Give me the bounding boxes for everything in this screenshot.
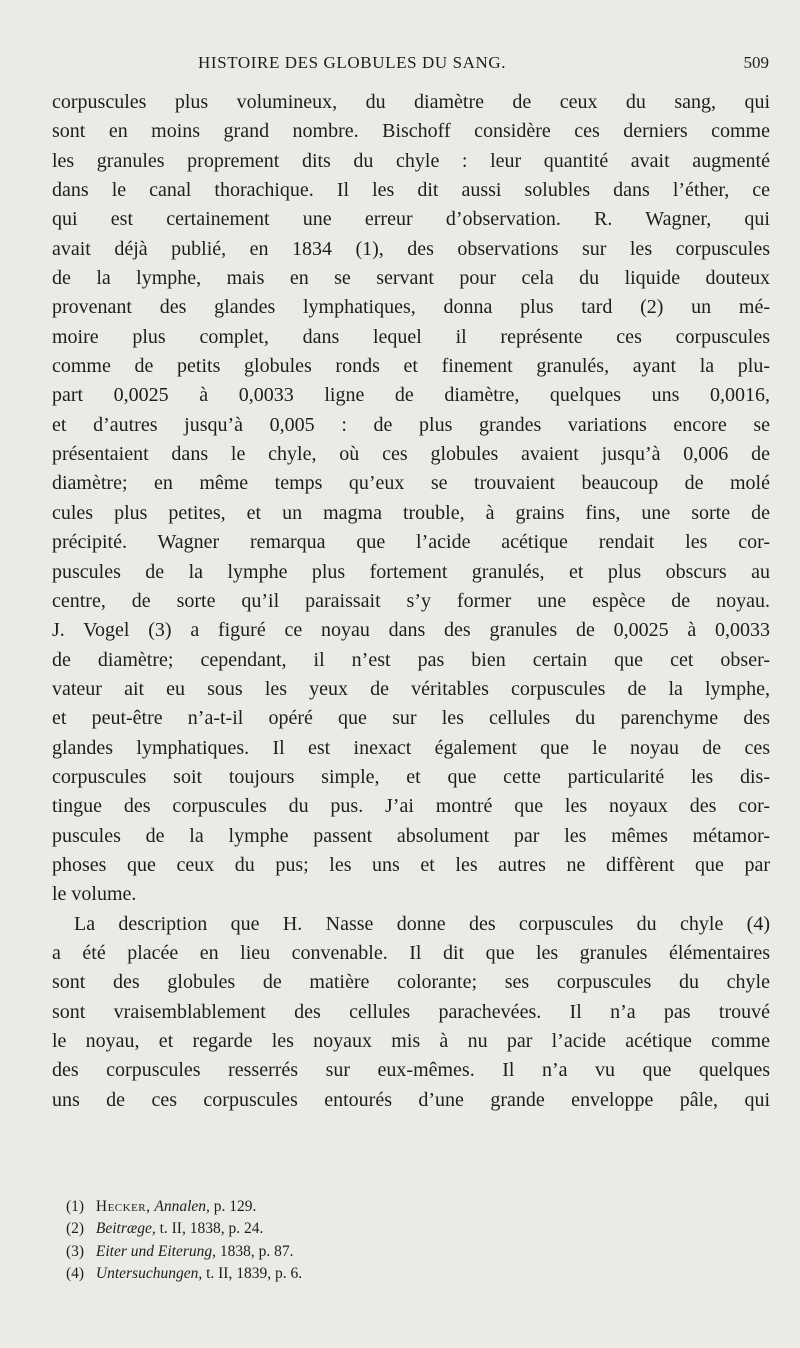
- text-line: dans le canal thorachique. Il les dit aussi solubles dans l’éther, ce: [52, 179, 770, 202]
- text-line: glandes lymphatiques. Il est inexact également que le noyau de ces: [52, 736, 770, 759]
- footnote-reference: 1838, p. 87.: [219, 1242, 294, 1260]
- page-number: 509: [743, 53, 769, 72]
- text-line: et peut-être n’a-t-il opéré que sur les cellules du parenchyme des: [52, 707, 770, 730]
- running-head: [198, 53, 769, 77]
- text-line: centre, de sorte qu’il paraissait s’y former une espèce de noyau.: [52, 589, 770, 612]
- footnote: [66, 1263, 666, 1285]
- footnote-reference: p. 129.: [213, 1198, 257, 1215]
- footnote-author: Hecker,: [95, 1198, 151, 1215]
- text-line: sont vraisemblablement des cellules parachevées. Il n’a pas trouvé: [52, 1000, 770, 1023]
- text-line: comme de petits globules ronds et finement granulés, ayant la plu-: [52, 355, 770, 378]
- footnote-mark: (2): [66, 1220, 85, 1238]
- text-line: le noyau, et regarde les noyaux mis à nu par l’acide acétique comme: [52, 1030, 770, 1052]
- footnote-title: Eiter und Eiterung,: [95, 1242, 216, 1260]
- text-line: avait déjà publié, en 1834 (1), des observations sur les corpuscules: [52, 237, 770, 260]
- text-line: corpuscules plus volumineux, du diamètre de ceux du sang, qui: [52, 91, 770, 113]
- text-line: de la lymphe, mais en se servant pour cela du liquide douteux: [52, 267, 770, 290]
- text-line: puscules de la lymphe plus fortement granulés, et plus obscurs au: [52, 560, 770, 583]
- body-text: [52, 88, 770, 1115]
- footnote-mark: (1): [66, 1198, 85, 1215]
- text-line: diamètre; en même temps qu’eux se trouvaient beaucoup de molé: [52, 472, 770, 495]
- text-line: La description que H. Nasse donne des corpuscules du chyle (4): [74, 912, 770, 935]
- footnote: [66, 1218, 666, 1240]
- text-line: et d’autres jusqu’à 0,005 : de plus grandes variations encore se: [52, 413, 770, 436]
- footnote-title: Beitræge,: [95, 1220, 156, 1238]
- footnote-reference: t. II, 1838, p. 24.: [159, 1220, 264, 1238]
- text-line: le volume.: [52, 883, 137, 906]
- text-line: corpuscules soit toujours simple, et que cette particularité les dis-: [52, 765, 770, 788]
- footnote-title: Annalen,: [154, 1198, 210, 1215]
- text-line: sont en moins grand nombre. Bischoff considère ces derniers comme: [52, 120, 770, 143]
- text-line: a été placée en lieu convenable. Il dit que les granules élémentaires: [52, 941, 770, 964]
- footnotes: [66, 1196, 666, 1286]
- text-line: tingue des corpuscules du pus. J’ai montré que les noyaux des cor-: [52, 795, 770, 818]
- text-line: présentaient dans le chyle, où ces globules avaient jusqu’à 0,006 de: [52, 443, 770, 466]
- footnote-reference: t. II, 1839, p. 6.: [206, 1265, 303, 1283]
- footnote: [66, 1196, 666, 1218]
- text-line: moire plus complet, dans lequel il représente ces corpuscules: [52, 325, 770, 348]
- text-line: les granules proprement dits du chyle : leur quantité avait augmenté: [52, 149, 770, 172]
- text-line: J. Vogel (3) a figuré ce noyau dans des granules de 0,0025 à 0,0033: [52, 619, 770, 642]
- text-line: de diamètre; cependant, il n’est pas bien certain que cet obser-: [52, 648, 770, 671]
- text-line: phoses que ceux du pus; les uns et les autres ne diffèrent que par: [52, 853, 770, 876]
- text-line: précipité. Wagner remarqua que l’acide acétique rendait les cor-: [52, 531, 770, 554]
- text-line: puscules de la lymphe passent absolument par les mêmes métamor-: [52, 824, 770, 847]
- text-line: vateur ait eu sous les yeux de véritables corpuscules de la lymphe,: [52, 677, 770, 700]
- text-line: uns de ces corpuscules entourés d’une grande enveloppe pâle, qui: [52, 1088, 770, 1111]
- text-line: qui est certainement une erreur d’observation. R. Wagner, qui: [52, 208, 770, 231]
- text-line: sont des globules de matière colorante; ses corpuscules du chyle: [52, 971, 770, 994]
- footnote-mark: (3): [66, 1242, 85, 1260]
- running-title: HISTOIRE DES GLOBULES DU SANG.: [198, 53, 507, 72]
- footnote-mark: (4): [66, 1265, 85, 1283]
- text-line: cules plus petites, et un magma trouble, à grains fins, une sorte de: [52, 501, 770, 524]
- text-line: part 0,0025 à 0,0033 ligne de diamètre, quelques uns 0,0016,: [52, 384, 770, 407]
- text-line: provenant des glandes lymphatiques, donna plus tard (2) un mé-: [52, 296, 770, 319]
- footnote-title: Untersuchungen,: [95, 1265, 203, 1283]
- footnote: [66, 1241, 666, 1263]
- text-line: des corpuscules resserrés sur eux-mêmes. Il n’a vu que quelques: [52, 1059, 770, 1082]
